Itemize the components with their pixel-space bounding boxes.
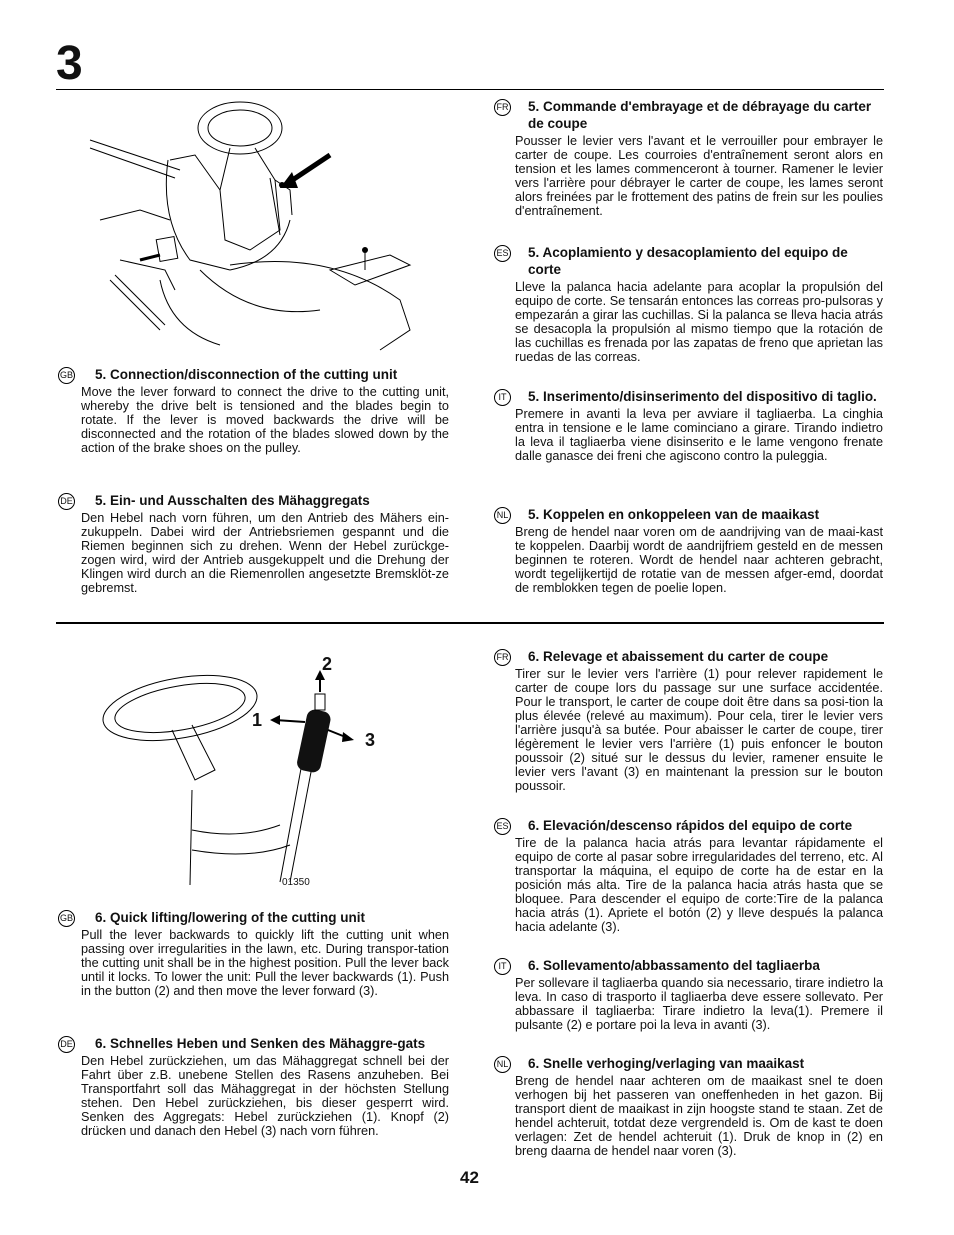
figure-lift-lever: [100, 650, 380, 890]
section-body: Tire de la palanca hacia atrás para levantar rápidamente el equipo de corte al pasar sobre irregularidades del terreno, etc. Al transportar la máquina, el equipo de corte ha de estar en la posición más alta. Tire de la palanca hacia atrás hasta que se bloquee. Para descender el equipo de corte:Tire de la palanca hacia atrás (1). Apriete el botón (2) y lleve después la palanca hacia adelante (3).: [515, 836, 883, 934]
callout-2: 2: [322, 654, 333, 674]
section-it-5: [494, 388, 883, 463]
section-body: Den Hebel zurückziehen, um das Mähaggregat schnell bei der Fahrt über z.B. unebene Stellen des Rasens anzuheben. Bei Transportfahrt soll das Mähaggregat in der höchsten Stellung stehen. Den Hebel zurückziehen, bis dieser gesperrt wird. Senken des Aggregats: Hebel zurückziehen (1). Knopf (2) drücken und danach den Hebel (3) nach vorn führen.: [81, 1054, 449, 1138]
lang-badge: IT: [494, 958, 511, 975]
section-nl-5: [494, 506, 883, 595]
lang-badge: ES: [494, 818, 511, 835]
section-title: 6. Relevage et abaissement du carter de coupe: [528, 649, 829, 664]
section-title: 6. Elevación/descenso rápidos del equipo de corte: [528, 818, 853, 833]
lang-badge: DE: [58, 1036, 75, 1053]
section-body: Premere in avanti la leva per avviare il tagliaerba. La cinghia entra in tensione e le lame cominciano a girare. Tirando indietro la leva il tagliaerba viene disinserito e le lame vengono frenate dalle ganasce dei freni che agiscono contro la puleggia.: [515, 407, 883, 463]
lever-grip: [296, 708, 332, 774]
section-gb-6: [58, 909, 449, 998]
steering-wheel: [100, 665, 262, 751]
section-es-5: [494, 244, 883, 364]
section-body: Move the lever forward to connect the drive to the cutting unit, whereby the drive belt is tensioned and the blades begin to rotate. If the lever is moved backwards the drive will be disconnected and the rotation of the blades slowed down by the action of the brake shoes on the pulley.: [81, 385, 449, 455]
page-number: 42: [460, 1168, 479, 1187]
section-body: Lleve la palanca hacia adelante para acoplar la propulsión del equipo de corte. Se tensarán entonces las correas pro-pulsoras y empezarán a girar las cuchillas. Si la palanca se lleva hacia atrás se desacopla la propulsión al mismo tiempo que la rotación de las cuchillas es frenada por las zapatas de freno que aprietan las ruedas de las correas.: [515, 280, 883, 364]
middle-rule: [56, 622, 884, 624]
lang-badge: FR: [494, 99, 511, 116]
section-fr-5: [494, 98, 883, 218]
section-body: Pull the lever backwards to quickly lift the cutting unit when passing over irregularities in the lawn, etc. During transpor-tation the cutting unit shall be in the highest position. Pull the lever back until it locks. To lower the unit: Pull the lever backwards (1). Push in the button (2) and then move the lever forward (3).: [81, 928, 449, 998]
top-rule: [56, 89, 884, 90]
section-title: 5. Ein- und Ausschalten des Mähaggregats: [95, 493, 370, 508]
section-title: 5. Commande d'embrayage et de débrayage du carter de coupe: [528, 99, 872, 131]
lang-badge: IT: [494, 389, 511, 406]
section-body: Breng de hendel naar voren om de aandrijving van de maai-kast te koppelen. Daarbij wordt de aandrijfriem gesteld en de messen beginnen te roteren. Wordt de hendel naar achteren gebracht, wordt tegelijkertijd de rotatie van de messen afger-emd, doordat de remblokken tegen de poelie lopen.: [515, 525, 883, 595]
section-body: Pousser le levier vers l'avant et le verrouiller pour embrayer le carter de coupe. Les courroies d'entraînement seront alors en tension et les lames commenceront à tourner. Ramener le levier vers l'arrière pour débrayer le carter de coupe, les lames seront alors freinées par le frottement des patins de frein sur les poulies d'entraînement.: [515, 134, 883, 218]
section-de-6: [58, 1035, 449, 1138]
section-title: 6. Sollevamento/abbassamento del tagliaerba: [528, 958, 820, 973]
section-title: 6. Snelle verhoging/verlaging van maaikast: [528, 1056, 805, 1071]
lang-badge: NL: [494, 1056, 511, 1073]
section-body: Tirer sur le levier vers l'arrière (1) pour relever rapidement le carter de coupe lors du passage sur une surface accidentée. Pour le transport, le carter de coupe doit être dans sa posi-tion la plus élevée (relevé au maximum). Pour cela, tirer le levier vers l'arrière jusqu'à sa butée. Pour abaisser le carter de coupe, tirer légèrement le levier vers l'arrière (1) puis enfoncer le bouton poussoir (2) situé sur le dessus du levier, ramener ensuite le levier vers l'avant (3) en maintenant la pression sur le bouton poussoir.: [515, 667, 883, 793]
lang-badge: DE: [58, 493, 75, 510]
section-it-6: [494, 957, 883, 1032]
lang-badge: NL: [494, 507, 511, 524]
callout-1: 1: [252, 710, 263, 730]
section-title: 6. Quick lifting/lowering of the cutting unit: [95, 910, 365, 925]
section-es-6: [494, 817, 883, 934]
section-title: 5. Koppelen en onkoppeleen van de maaikast: [528, 507, 820, 522]
callout-3: 3: [365, 730, 376, 750]
section-title: 5. Inserimento/disinserimento del dispositivo di taglio.: [528, 389, 877, 404]
section-nl-6: [494, 1055, 883, 1158]
lang-badge: GB: [58, 910, 75, 927]
section-gb-5: [58, 366, 449, 455]
section-body: Breng de hendel naar achteren om de maaikast snel te doen verhogen bij het passeren van oneffenheden in het gazon. Bij transport dient de maaikast in zijn hoogste stand te staan. Zet de hendel achteruit, totdat deze vergrendeld is. Om de kast te doen verlagen: Zet de hendel achteruit (1). Druk de knop in (2) en breng daarna de hendel naar voren (3).: [515, 1074, 883, 1158]
push-button: [315, 694, 325, 710]
section-fr-6: [494, 648, 883, 793]
figure-cutting-unit-lever: [80, 100, 460, 360]
lang-badge: ES: [494, 245, 511, 262]
section-title: 5. Acoplamiento y desacoplamiento del equipo de corte: [528, 245, 848, 277]
section-body: Per sollevare il tagliaerba quando sia necessario, tirare indietro la leva. In caso di trasporto il tagliaerba deve essere sollevato. Per abbassare il tagliaerba: Tirare indietro la leva(1). Premere il pulsante (2) e portare poi la leva in avanti (3).: [515, 976, 883, 1032]
section-de-5: [58, 492, 449, 595]
hood-line: [90, 140, 180, 170]
chapter-number: 3: [56, 37, 83, 90]
lang-badge: GB: [58, 367, 75, 384]
section-title: 5. Connection/disconnection of the cutting unit: [95, 367, 398, 382]
section-body: Den Hebel nach vorn führen, um den Antrieb des Mähers ein-zukuppeln. Dabei wird der Antriebsriemen gespannt und die Riemen beginnen sich zu drehen. Wenn der Hebel zurückge-zogen wird, wird der Antrieb ausgekuppelt und die Drehung der Klingen wird durch an die Riemenrollen angesetzte Bremsklöt-ze gebremst.: [81, 511, 449, 595]
lang-badge: FR: [494, 649, 511, 666]
figure-number: 01350: [282, 877, 310, 888]
section-title: 6. Schnelles Heben und Senken des Mähaggre-gats: [95, 1036, 426, 1051]
